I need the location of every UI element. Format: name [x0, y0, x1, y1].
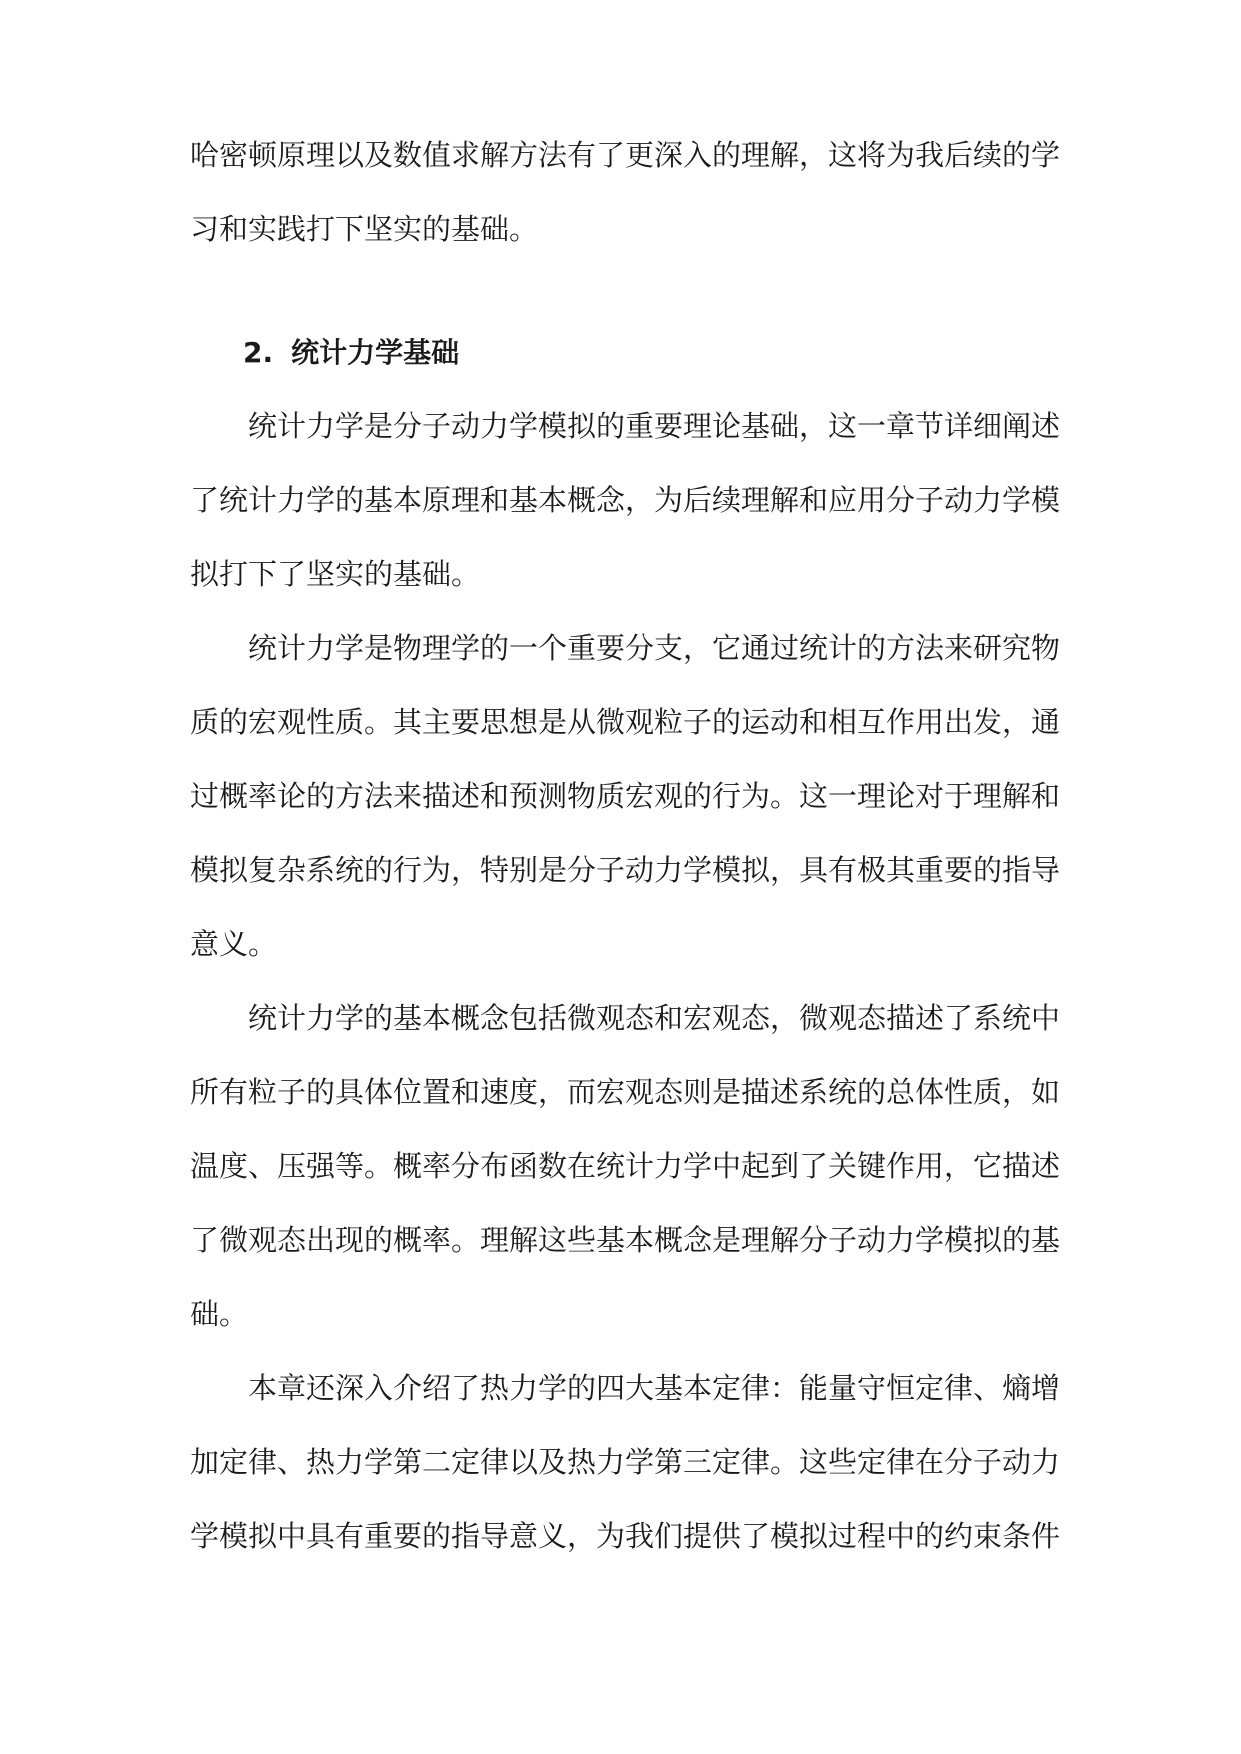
- paragraph-1-line-1: 统计力学是分子动力学模拟的重要理论基础，这一章节详细阐述: [248, 409, 1061, 443]
- paragraph-2-line-2: 质的宏观性质。其主要思想是从微观粒子的运动和相互作用出发，通: [190, 705, 1061, 739]
- paragraph-4-line-1: 本章还深入介绍了热力学的四大基本定律：能量守恒定律、熵增: [248, 1371, 1061, 1405]
- intro-line-1: 哈密顿原理以及数值求解方法有了更深入的理解，这将为我后续的学: [190, 138, 1061, 172]
- paragraph-1-line-2: 了统计力学的基本原理和基本概念，为后续理解和应用分子动力学模: [190, 483, 1061, 517]
- section-title: 统计力学基础: [291, 336, 460, 369]
- intro-line-2: 习和实践打下坚实的基础。: [190, 212, 539, 246]
- paragraph-3-line-1: 统计力学的基本概念包括微观态和宏观态，微观态描述了系统中: [248, 1001, 1061, 1035]
- paragraph-3-line-3: 温度、压强等。概率分布函数在统计力学中起到了关键作用，它描述: [190, 1149, 1061, 1183]
- paragraph-2-line-3: 过概率论的方法来描述和预测物质宏观的行为。这一理论对于理解和: [190, 779, 1061, 813]
- paragraph-3-line-4: 了微观态出现的概率。理解这些基本概念是理解分子动力学模拟的基: [190, 1223, 1061, 1257]
- section-heading: [243, 335, 459, 371]
- paragraph-4-line-3: 学模拟中具有重要的指导意义，为我们提供了模拟过程中的约束条件: [190, 1519, 1061, 1553]
- paragraph-2-line-1: 统计力学是物理学的一个重要分支，它通过统计的方法来研究物: [248, 631, 1061, 665]
- section-number: 2.: [243, 336, 274, 369]
- paragraph-3-line-2: 所有粒子的具体位置和速度，而宏观态则是描述系统的总体性质，如: [190, 1075, 1061, 1109]
- paragraph-2-line-4: 模拟复杂系统的行为，特别是分子动力学模拟，具有极其重要的指导: [190, 853, 1061, 887]
- paragraph-3-line-5: 础。: [190, 1297, 249, 1331]
- paragraph-2-line-5: 意义。: [190, 927, 278, 961]
- paragraph-4-line-2: 加定律、热力学第二定律以及热力学第三定律。这些定律在分子动力: [190, 1445, 1061, 1479]
- paragraph-1-line-3: 拟打下了坚实的基础。: [190, 557, 481, 591]
